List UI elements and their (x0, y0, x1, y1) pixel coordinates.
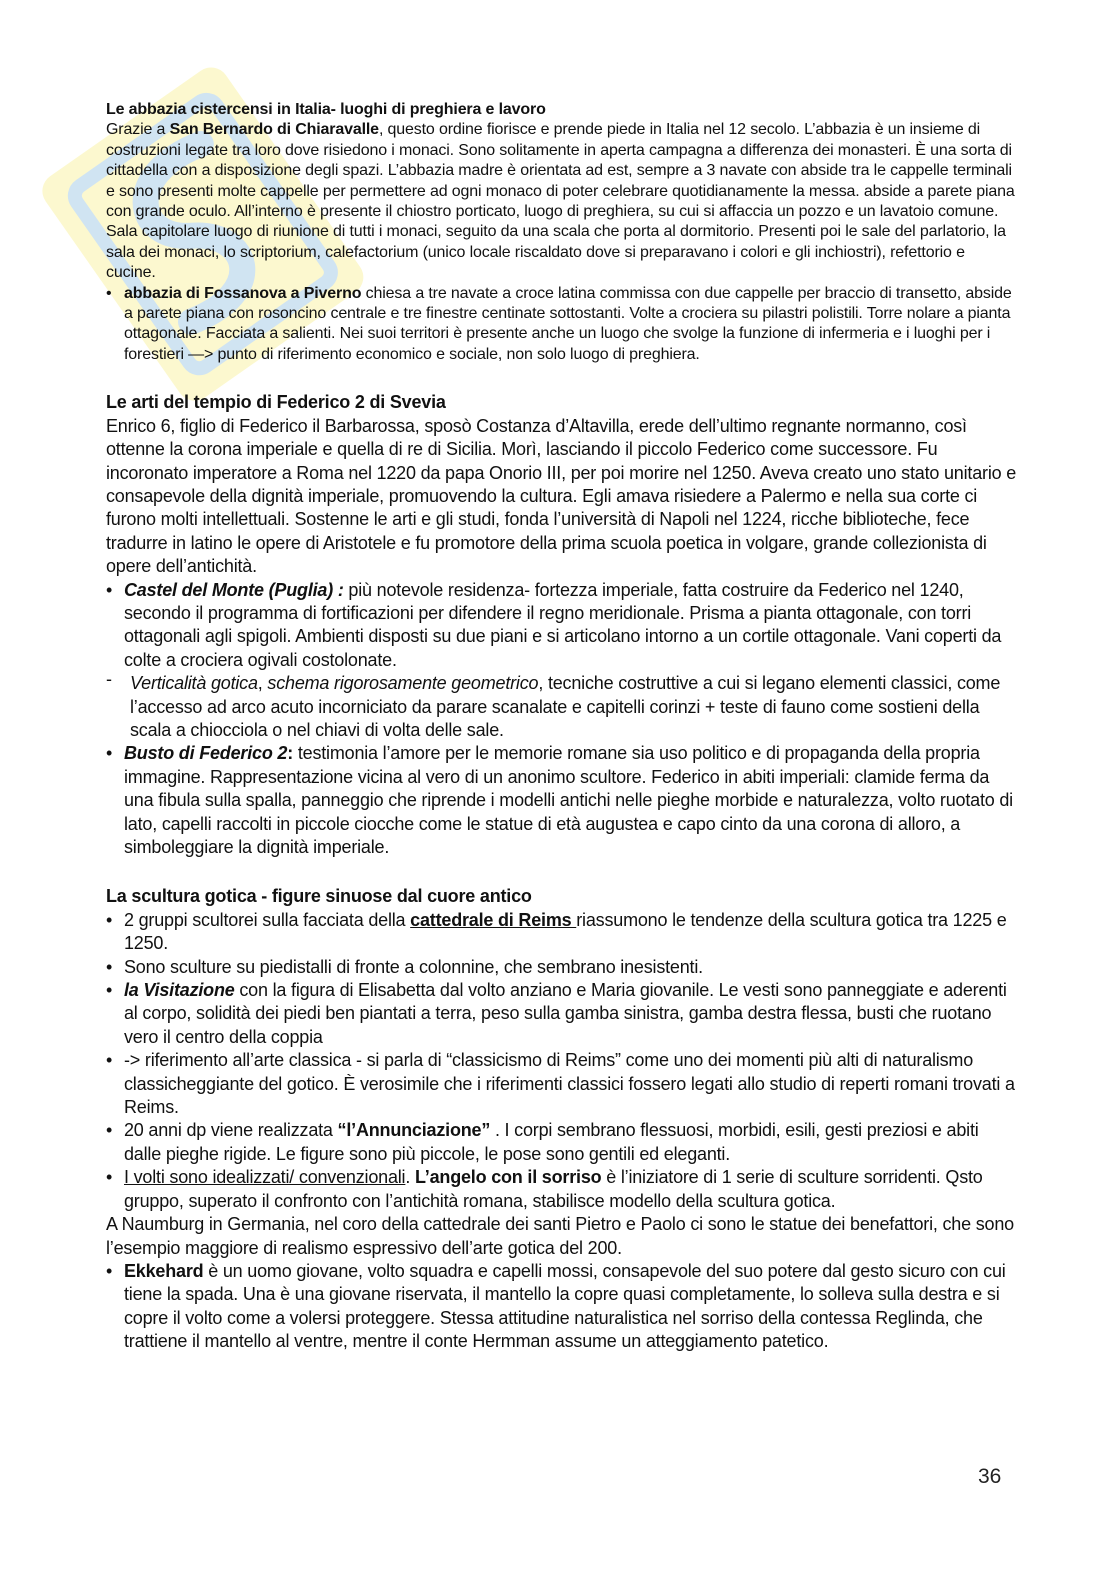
section-federico (106, 391, 1018, 859)
bullet-list (106, 1260, 1018, 1354)
list-item: • Sono sculture su piedistalli di fronte a colonnine, che sembrano inesistenti. (106, 956, 1018, 979)
paragraph: Grazie a San Bernardo di Chiaravalle, questo ordine fiorisce e prende piede in Italia nel 12 secolo. L’abbazia è un insieme di costruzioni legate tra loro dove risiedono i monaci. Sono solitamente in aperta campagna a differenza dei monasteri. È una sorta di cittadella con a disposizione degli spazi. L’abbazia madre è orientata ad est, sempre a 3 navate con abside tra le cappelle terminali e sono presenti molte cappelle per permettere ad ogni monaco di poter celebrare quotidianamente la messa. abside a parete piana con grande oculo. All’interno è presente il chiostro porticato, luogo di preghiera, su cui si affaccia un pozzo e un lavatoio comune. Sala capitolare luogo di riunione di tutti i monaci, seguito da una scala che porta al dormitorio. Presenti poi le sale del parlatorio, la sala dei monaci, lo scriptorium, calefactorium (unico locale riscaldato dove si preparavano i colori e gli inchiostri), refettorio e cucine. (106, 121, 1015, 282)
document-page (106, 100, 1018, 1354)
bold-term: San Bernardo di Chiaravalle (169, 121, 379, 139)
bold-term: L’angelo con il sorriso (414, 1167, 602, 1188)
paragraph: A Naumburg in Germania, nel coro della cattedrale dei santi Pietro e Paolo ci sono le statue dei benefattori, che sono l’esempio maggiore di realismo espressivo dell’arte gotica del 200. (106, 1214, 1014, 1258)
paragraph: Enrico 6, figlio di Federico il Barbarossa, sposò Costanza d’Altavilla, erede dell’ultimo regnante normanno, così ottenne la corona imperiale e quella di re di Sicilia. Morì, lasciando il piccolo Federico come successore. Fu incoronato imperatore a Roma nel 1220 da papa Onorio III, per poi morire nel 1250. Aveva creato uno stato unitario e consapevole della dignità imperiale, promuovendo la cultura. Egli amava risiedere a Palermo e nella sua corte ci furono molti intellettuali. Sostenne le arti e gli studi, fonda l’università di Napoli nel 1224, ricche biblioteche, fece tradurre in latino le opere di Aristotele e fu promotore della prima scuola poetica in volgare, grande collezionista di opere dell’antichità. (106, 415, 1017, 577)
list-item: • -> riferimento all’arte classica - si parla di “classicismo di Reims” come uno dei momenti più alti di naturalismo classicheggiante del gotico. È verosimile che i riferimenti classici fossero legati allo studio di reperti romani trovati a Reims. (106, 1049, 1018, 1119)
bold-term: abbazia di Fossanova a Piverno (124, 284, 362, 302)
bullet-list (106, 284, 1018, 366)
bold-term: cattedrale di Reims (410, 909, 577, 930)
section-title: Le arti del tempio di Federico 2 di Svevia (106, 392, 446, 413)
page-number: 36 (978, 1465, 1002, 1488)
list-item: • Ekkehard è un uomo giovane, volto squadra e capelli mossi, consapevole del suo potere dal gesto sicuro con cui tiene la spada. Una è una giovane riservata, il mantello la copre quasi completamente, lo solleva sulla destra e si copre il volto come a volersi proteggere. Stessa attitudine naturalistica nel sorriso della contessa Reglinda, che trattiene il mantello al ventre, mentre il conte Hermman assume un atteggiamento patetico. (106, 1260, 1018, 1354)
list-item: • abbazia di Fossanova a Piverno chiesa a tre navate a croce latina commissa con due cappelle per braccio di transetto, abside a parete piana con rosoncino centrale e tre finestre centinate sottostanti. Volte a crociera su pilastri polistili. Torre nolare a pianta ottagonale. Facciata a salienti. Nei suoi territori è presente anche un luogo che svolge la funzione di infermeria e i luoghi per i forestieri —> punto di riferimento economico e sociale, non solo luogo di preghiera. (106, 284, 1018, 366)
list-item: - Verticalità gotica, schema rigorosamente geometrico, tecniche costruttive a cui si legano elementi classici, come l’accesso ad arco acuto incorniciato da parare scanalate e capitelli corinzi + teste di fauno come sostieni della scala a chiocciola o nel chiavi di volta delle sale. (106, 672, 1018, 742)
bullet-list (106, 909, 1018, 1213)
list-item: • 2 gruppi scultorei sulla facciata della cattedrale di Reims riassumono le tendenze della scultura gotica tra 1225 e 1250. (106, 909, 1018, 956)
section-abbazie (106, 100, 1018, 365)
bullet-list (106, 579, 1018, 860)
bold-term: “l’Annunciazione” (337, 1120, 491, 1141)
bold-term: la Visitazione (124, 980, 235, 1001)
list-item: • Busto di Federico 2: testimonia l’amore per le memorie romane sia uso politico e di propaganda della propria immagine. Rappresentazione vicina al vero di un anonimo scultore. Federico in abiti imperiali: clamide ferma da una fibula sulla spalla, panneggio che riprende i modelli antichi nelle pieghe morbide e naturalezza, volto ruotato di lato, capelli raccolti in piccole ciocche come le statue di età augustea e capo cinto da una corona di alloro, a simboleggiare la dignità imperiale. (106, 742, 1018, 859)
bold-term: Ekkehard (124, 1260, 204, 1281)
section-title: La scultura gotica - figure sinuose dal cuore antico (106, 886, 532, 907)
list-item: • I volti sono idealizzati/ convenzionali. L’angelo con il sorriso è l’iniziatore di 1 serie di sculture sorridenti. Qsto gruppo, superato il confronto con l’antichità romana, stabilisce modello della scultura gotica. (106, 1166, 1018, 1213)
list-item: • Castel del Monte (Puglia) : più notevole residenza- fortezza imperiale, fatta costruire da Federico nel 1240, secondo il programma di fortificazioni per difendere il regno meridionale. Prisma a pianta ottagonale, con torri ottagonali agli spigoli. Ambienti disposti su due piani e si articolano intorno a un cortile ottagonale. Vani coperti da colte a crociera ogivali costolonate. (106, 579, 1018, 673)
section-title: Le abbazia cistercensi in Italia- luoghi di preghiera e lavoro (106, 101, 546, 118)
list-item: • la Visitazione con la figura di Elisabetta dal volto anziano e Maria giovanile. Le vesti sono panneggiate e aderenti al corpo, solidità dei piedi ben piantati a terra, peso sulla gamba sinistra, gamba destra flessa, busti che ruotano vero il centro della coppia (106, 979, 1018, 1049)
list-item: • 20 anni dp viene realizzata “l’Annunciazione” . I corpi sembrano flessuosi, morbidi, esili, gesti preziosi e abiti dalle pieghe rigide. Le figure sono più piccole, le pose sono gentili ed eleganti. (106, 1119, 1018, 1166)
bold-term: Castel del Monte (Puglia) : (124, 579, 344, 600)
bold-term: Busto di Federico 2 (124, 743, 288, 764)
section-scultura-gotica (106, 885, 1018, 1353)
